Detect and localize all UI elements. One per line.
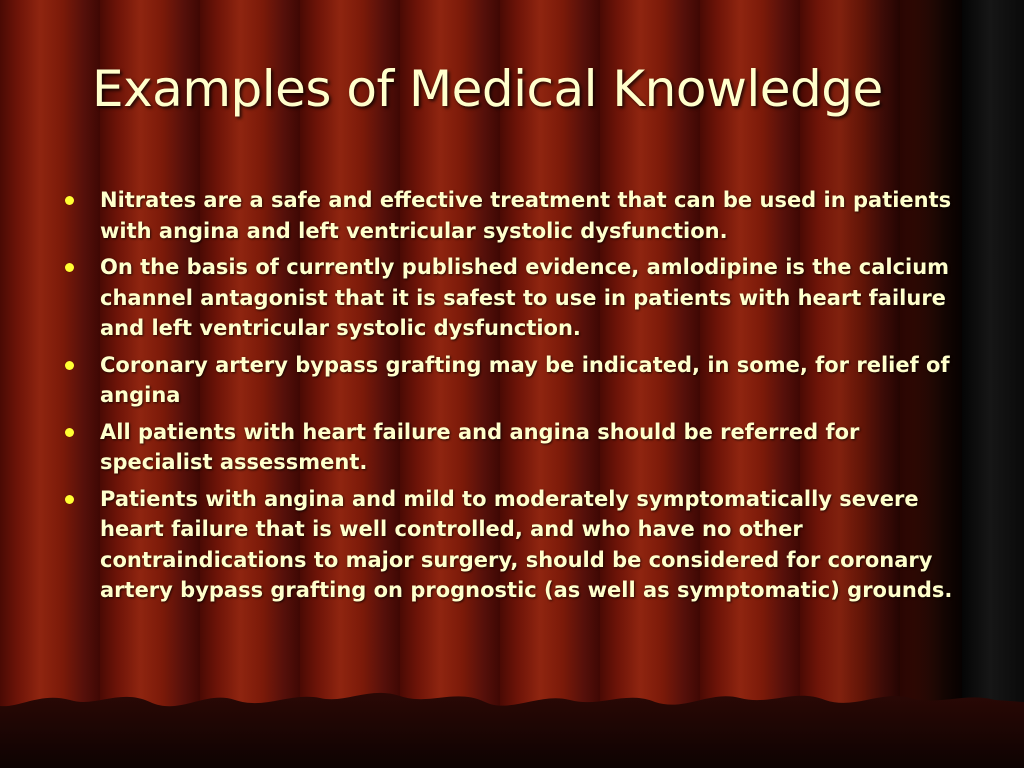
bullet-text: Nitrates are a safe and effective treatment that can be used in patients with angina and left ventricular systolic dysfunction. bbox=[100, 188, 952, 243]
bullet-text: All patients with heart failure and angina should be referred for specialist assessment. bbox=[100, 419, 860, 474]
bullet-item bbox=[62, 417, 962, 478]
bullet-text: Coronary artery bypass grafting may be indicated, in some, for relief of angina bbox=[100, 352, 950, 407]
bullet-dot-icon bbox=[65, 495, 74, 504]
curtain-dark-edge bbox=[962, 0, 1024, 768]
slide-title: Examples of Medical Knowledge bbox=[92, 60, 883, 118]
stage-floor bbox=[0, 678, 1024, 768]
bullet-text: On the basis of currently published evidence, amlodipine is the calcium channel antagonist that it is safest to use in patients with heart failure and left ventricular systolic dysfunction. bbox=[100, 255, 950, 340]
bullet-dot-icon bbox=[65, 428, 74, 437]
bullet-item bbox=[62, 350, 962, 411]
bullet-text: Patients with angina and mild to moderately symptomatically severe heart failure that is well controlled, and who have no other contraindications to major surgery, should be considered for coronary artery bypass grafting on prognostic (as well as symptomatic) grounds. bbox=[100, 486, 953, 602]
bullet-dot-icon bbox=[65, 263, 74, 272]
bullet-dot-icon bbox=[65, 196, 74, 205]
bullet-item bbox=[62, 484, 962, 606]
bullet-list bbox=[62, 185, 962, 612]
bullet-item bbox=[62, 185, 962, 246]
bullet-dot-icon bbox=[65, 361, 74, 370]
bullet-item bbox=[62, 252, 962, 344]
